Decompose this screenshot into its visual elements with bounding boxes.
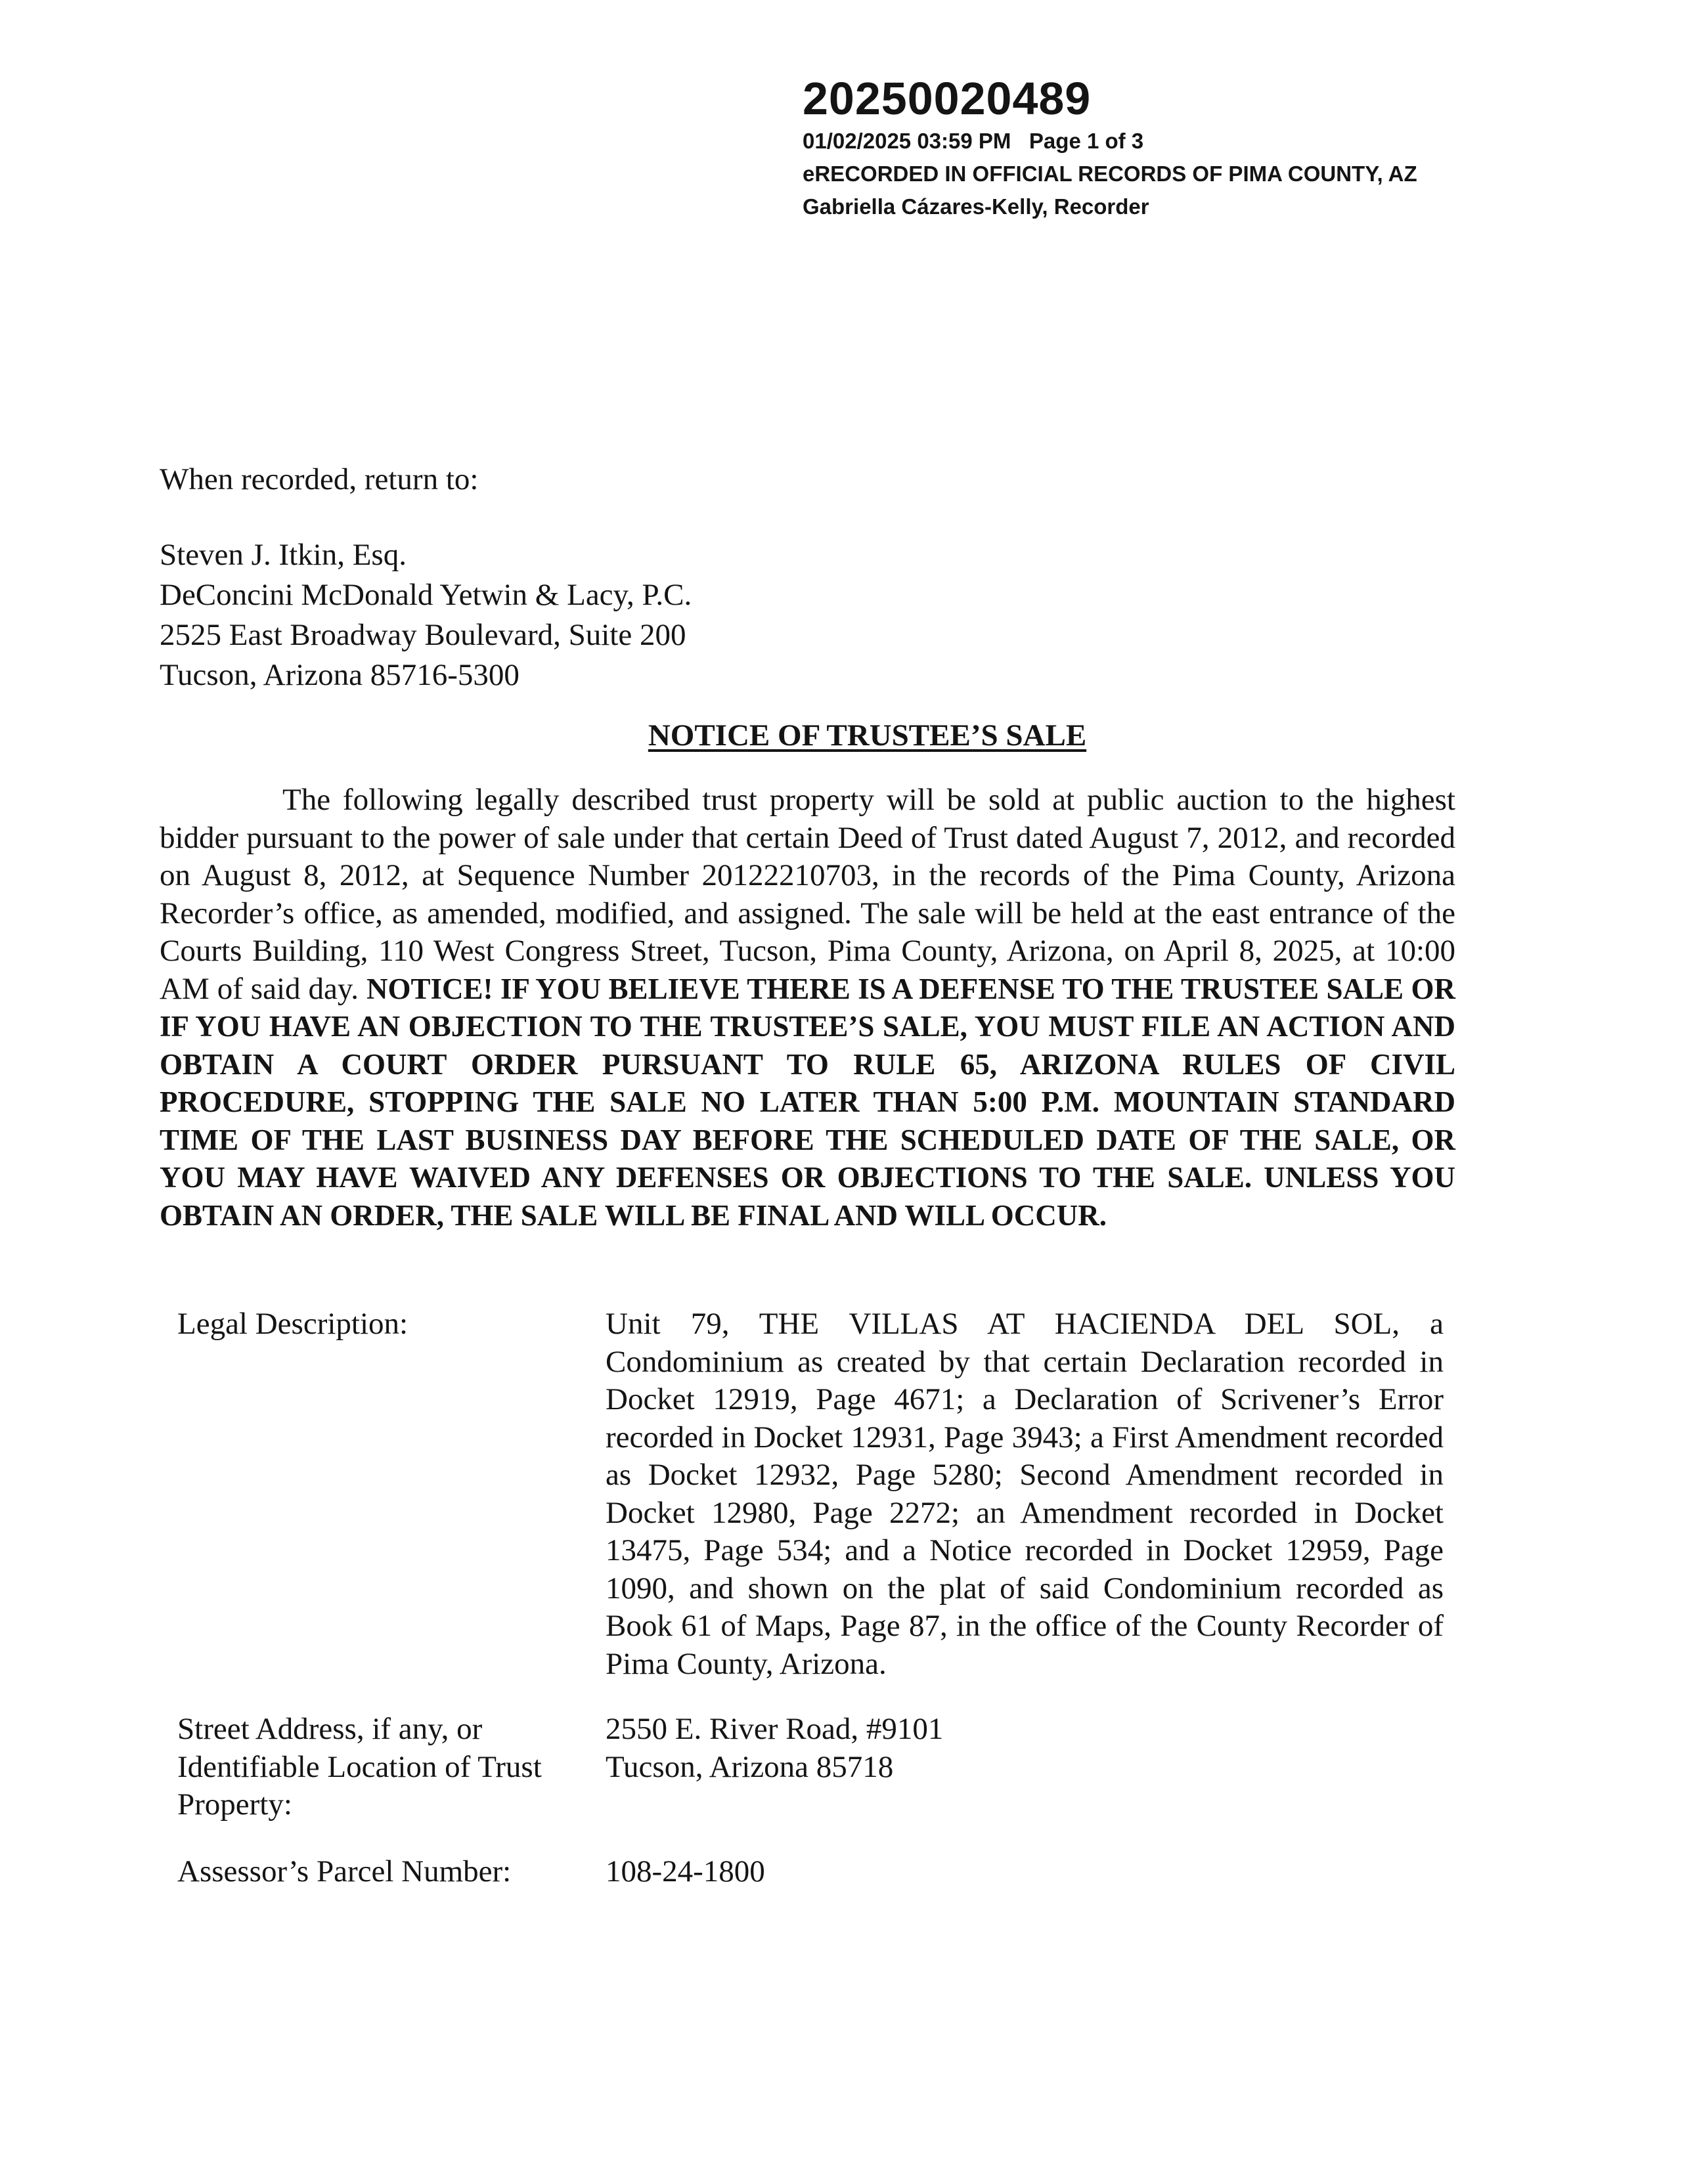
return-city: Tucson, Arizona 85716-5300	[160, 658, 520, 692]
notice-warning: NOTICE! IF YOU BELIEVE THERE IS A DEFENSE TO THE TRUSTEE SALE OR IF YOU HAVE AN OBJECTION TO THE TRUSTEE’S SALE, YOU MUST FILE AN ACTION AND OBTAIN A COURT ORDER PURSUANT TO RULE 65, ARIZONA RULES OF CIVIL PROCEDURE, STOPPING THE SALE NO LATER THAN 5:00 P.M. MOUNTAIN STANDARD TIME OF THE LAST BUSINESS DAY BEFORE THE SCHEDULED DATE OF THE SALE, OR YOU MAY HAVE WAIVED ANY DEFENSES OR OBJECTIONS TO THE SALE. UNLESS YOU OBTAIN AN ORDER, THE SALE WILL BE FINAL AND WILL OCCUR.	[160, 972, 1456, 1232]
street-value-line1: 2550 E. River Road, #9101	[606, 1712, 944, 1746]
notice-paragraph	[160, 781, 1455, 1234]
recorded-in: eRECORDED IN OFFICIAL RECORDS OF PIMA COUNTY, AZ	[803, 162, 1417, 186]
street-label-line1: Street Address, if any, or	[177, 1712, 483, 1746]
street-address-label	[177, 1711, 585, 1824]
parcel-number-value: 108-24-1800	[606, 1854, 765, 1889]
legal-description-value: Unit 79, THE VILLAS AT HACIENDA DEL SOL, a Condominium as created by that certain Declaration recorded in Docket 12919, Page 4671; a Declaration of Scrivener’s Error recorded in Docket 12931, Page 3943; a First Amendment recorded as Docket 12932, Page 5280; Second Amendment recorded in Docket 12980, Page 2272; an Amendment recorded in Docket 13475, Page 534; and a Notice recorded in Docket 12959, Page 1090, and shown on the plat of said Condominium recorded as Book 61 of Maps, Page 87, in the office of the County Recorder of Pima County, Arizona.	[606, 1307, 1444, 1681]
title-text: NOTICE OF TRUSTEE’S SALE	[648, 718, 1087, 753]
recording-stamp	[803, 72, 1417, 223]
street-label-line2: Identifiable Location of Trust	[177, 1749, 542, 1784]
return-name: Steven J. Itkin, Esq.	[160, 538, 407, 572]
document-title	[0, 716, 1682, 755]
street-value-line2: Tucson, Arizona 85718	[606, 1749, 894, 1784]
return-firm: DeConcini McDonald Yetwin & Lacy, P.C.	[160, 578, 692, 612]
legal-description-label: Legal Description:	[177, 1307, 409, 1341]
recording-date-line	[803, 125, 1417, 158]
page-info: Page 1 of 3	[1029, 129, 1144, 153]
street-address-value	[606, 1711, 1444, 1786]
document-number: 20250020489	[803, 73, 1092, 124]
street-label-line3: Property:	[177, 1787, 292, 1822]
return-to-label: When recorded, return to:	[160, 462, 479, 496]
recording-date-time: 01/02/2025 03:59 PM	[803, 129, 1011, 153]
return-address	[160, 535, 692, 695]
parcel-number-label: Assessor’s Parcel Number:	[177, 1854, 512, 1889]
return-street: 2525 East Broadway Boulevard, Suite 200	[160, 618, 686, 652]
notice-intro: The following legally described trust property will be sold at public auction to the highest bidder pursuant to the power of sale under that certain Deed of Trust dated August 7, 2012, and recorded on August 8, 2012, at Sequence Number 20122210703, in the records of the Pima County, Arizona Recorder’s office, as amended, modified, and assigned. The sale will be held at the east entrance of the Courts Building, 110 West Congress Street, Tucson, Pima County, Arizona, on April 8, 2025, at 10:00 AM of said day.	[160, 783, 1455, 1006]
recorder-name: Gabriella Cázares-Kelly, Recorder	[803, 194, 1149, 219]
